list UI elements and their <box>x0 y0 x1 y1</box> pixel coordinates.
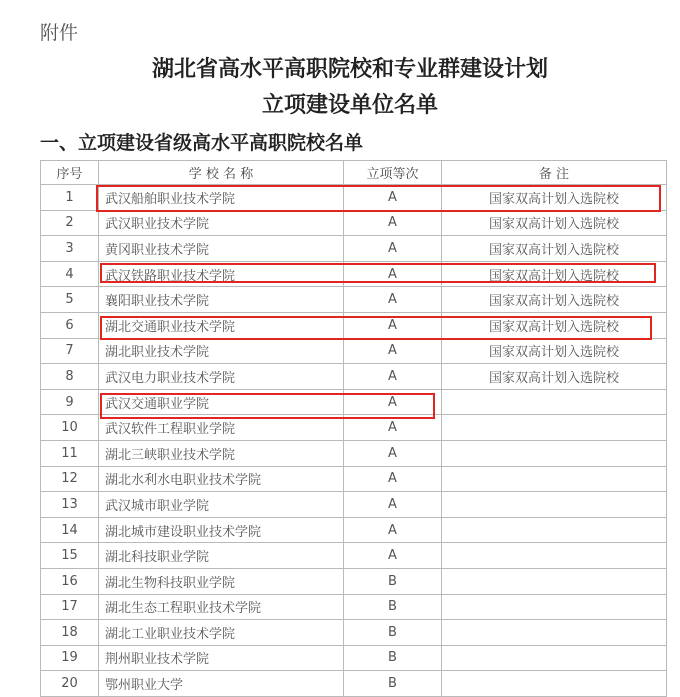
table-body <box>41 185 667 697</box>
cell-school-name: 荆州职业技术学院 <box>99 645 344 671</box>
table-row <box>41 466 667 492</box>
cell-no: 9 <box>41 389 99 415</box>
table-row <box>41 594 667 620</box>
highlight-box-row-4 <box>100 263 656 283</box>
cell-school-name: 湖北生态工程职业技术学院 <box>99 594 344 620</box>
document-title: 湖北省高水平高职院校和专业群建设计划 <box>151 56 548 82</box>
cell-grade: B <box>344 671 442 697</box>
highlight-box-row-6 <box>100 316 652 340</box>
table-row <box>41 236 667 262</box>
cell-no: 10 <box>41 415 99 441</box>
cell-note: 国家双高计划入选院校 <box>442 364 667 390</box>
cell-school-name: 武汉职业技术学院 <box>99 210 344 236</box>
cell-grade: A <box>344 261 442 287</box>
cell-note: 国家双高计划入选院校 <box>442 185 667 211</box>
section-heading: 一、立项建设省级高水平高职院校名单 <box>40 132 364 154</box>
cell-school-name: 湖北水利水电职业技术学院 <box>99 466 344 492</box>
table-row <box>41 620 667 646</box>
cell-school-name: 黄冈职业技术学院 <box>99 236 344 262</box>
table-row <box>41 517 667 543</box>
cell-grade: A <box>344 517 442 543</box>
cell-no: 6 <box>41 312 99 338</box>
table-row <box>41 543 667 569</box>
cell-no: 8 <box>41 364 99 390</box>
column-header-name: 学 校 名 称 <box>99 161 344 185</box>
cell-school-name: 武汉船舶职业技术学院 <box>99 185 344 211</box>
cell-grade: A <box>344 492 442 518</box>
cell-school-name: 湖北生物科技职业学院 <box>99 568 344 594</box>
cell-note <box>442 594 667 620</box>
cell-no: 11 <box>41 440 99 466</box>
cell-school-name: 武汉铁路职业技术学院 <box>99 261 344 287</box>
cell-grade: A <box>344 236 442 262</box>
cell-grade: A <box>344 364 442 390</box>
cell-note <box>442 645 667 671</box>
cell-school-name: 湖北交通职业技术学院 <box>99 312 344 338</box>
cell-no: 3 <box>41 236 99 262</box>
cell-no: 16 <box>41 568 99 594</box>
column-header-grade: 立项等次 <box>344 161 442 185</box>
cell-no: 13 <box>41 492 99 518</box>
highlight-box-row-9 <box>100 393 435 419</box>
cell-school-name: 武汉软件工程职业学院 <box>99 415 344 441</box>
cell-grade: A <box>344 466 442 492</box>
cell-grade: A <box>344 210 442 236</box>
cell-note <box>442 415 667 441</box>
cell-note: 国家双高计划入选院校 <box>442 312 667 338</box>
cell-note <box>442 671 667 697</box>
document-subtitle: 立项建设单位名单 <box>261 92 438 118</box>
cell-grade: A <box>344 185 442 211</box>
cell-grade: A <box>344 312 442 338</box>
cell-school-name: 湖北城市建设职业技术学院 <box>99 517 344 543</box>
cell-grade: B <box>344 645 442 671</box>
attachment-label: 附件 <box>40 22 79 44</box>
table-row <box>41 210 667 236</box>
cell-school-name: 湖北职业技术学院 <box>99 338 344 364</box>
cell-no: 5 <box>41 287 99 313</box>
table-row <box>41 338 667 364</box>
cell-grade: A <box>344 389 442 415</box>
table-row <box>41 645 667 671</box>
table-row <box>41 671 667 697</box>
cell-no: 14 <box>41 517 99 543</box>
cell-grade: B <box>344 568 442 594</box>
table-row <box>41 287 667 313</box>
cell-no: 2 <box>41 210 99 236</box>
school-list-table <box>40 160 667 697</box>
cell-no: 12 <box>41 466 99 492</box>
cell-school-name: 武汉交通职业学院 <box>99 389 344 415</box>
table-row <box>41 364 667 390</box>
cell-note <box>442 620 667 646</box>
cell-school-name: 武汉城市职业学院 <box>99 492 344 518</box>
cell-grade: A <box>344 338 442 364</box>
cell-no: 15 <box>41 543 99 569</box>
table-header-row <box>41 161 667 185</box>
cell-school-name: 襄阳职业技术学院 <box>99 287 344 313</box>
cell-grade: A <box>344 287 442 313</box>
cell-no: 4 <box>41 261 99 287</box>
cell-school-name: 武汉电力职业技术学院 <box>99 364 344 390</box>
cell-grade: A <box>344 543 442 569</box>
cell-grade: B <box>344 594 442 620</box>
cell-school-name: 湖北科技职业学院 <box>99 543 344 569</box>
column-header-note: 备 注 <box>442 161 667 185</box>
cell-school-name: 湖北三峡职业技术学院 <box>99 440 344 466</box>
cell-grade: A <box>344 415 442 441</box>
column-header-no: 序号 <box>41 161 99 185</box>
table-row <box>41 440 667 466</box>
cell-note: 国家双高计划入选院校 <box>442 338 667 364</box>
highlight-box-row-1 <box>96 185 661 212</box>
cell-note <box>442 389 667 415</box>
cell-note <box>442 517 667 543</box>
cell-no: 19 <box>41 645 99 671</box>
cell-no: 18 <box>41 620 99 646</box>
cell-no: 7 <box>41 338 99 364</box>
cell-grade: A <box>344 440 442 466</box>
cell-school-name: 湖北工业职业技术学院 <box>99 620 344 646</box>
table-row <box>41 492 667 518</box>
cell-note <box>442 568 667 594</box>
cell-note <box>442 440 667 466</box>
cell-note: 国家双高计划入选院校 <box>442 236 667 262</box>
cell-no: 1 <box>41 185 99 211</box>
cell-note <box>442 543 667 569</box>
cell-note <box>442 466 667 492</box>
cell-grade: B <box>344 620 442 646</box>
cell-note: 国家双高计划入选院校 <box>442 261 667 287</box>
cell-note <box>442 492 667 518</box>
cell-note: 国家双高计划入选院校 <box>442 287 667 313</box>
table-row <box>41 568 667 594</box>
cell-no: 20 <box>41 671 99 697</box>
cell-school-name: 鄂州职业大学 <box>99 671 344 697</box>
cell-no: 17 <box>41 594 99 620</box>
cell-note: 国家双高计划入选院校 <box>442 210 667 236</box>
